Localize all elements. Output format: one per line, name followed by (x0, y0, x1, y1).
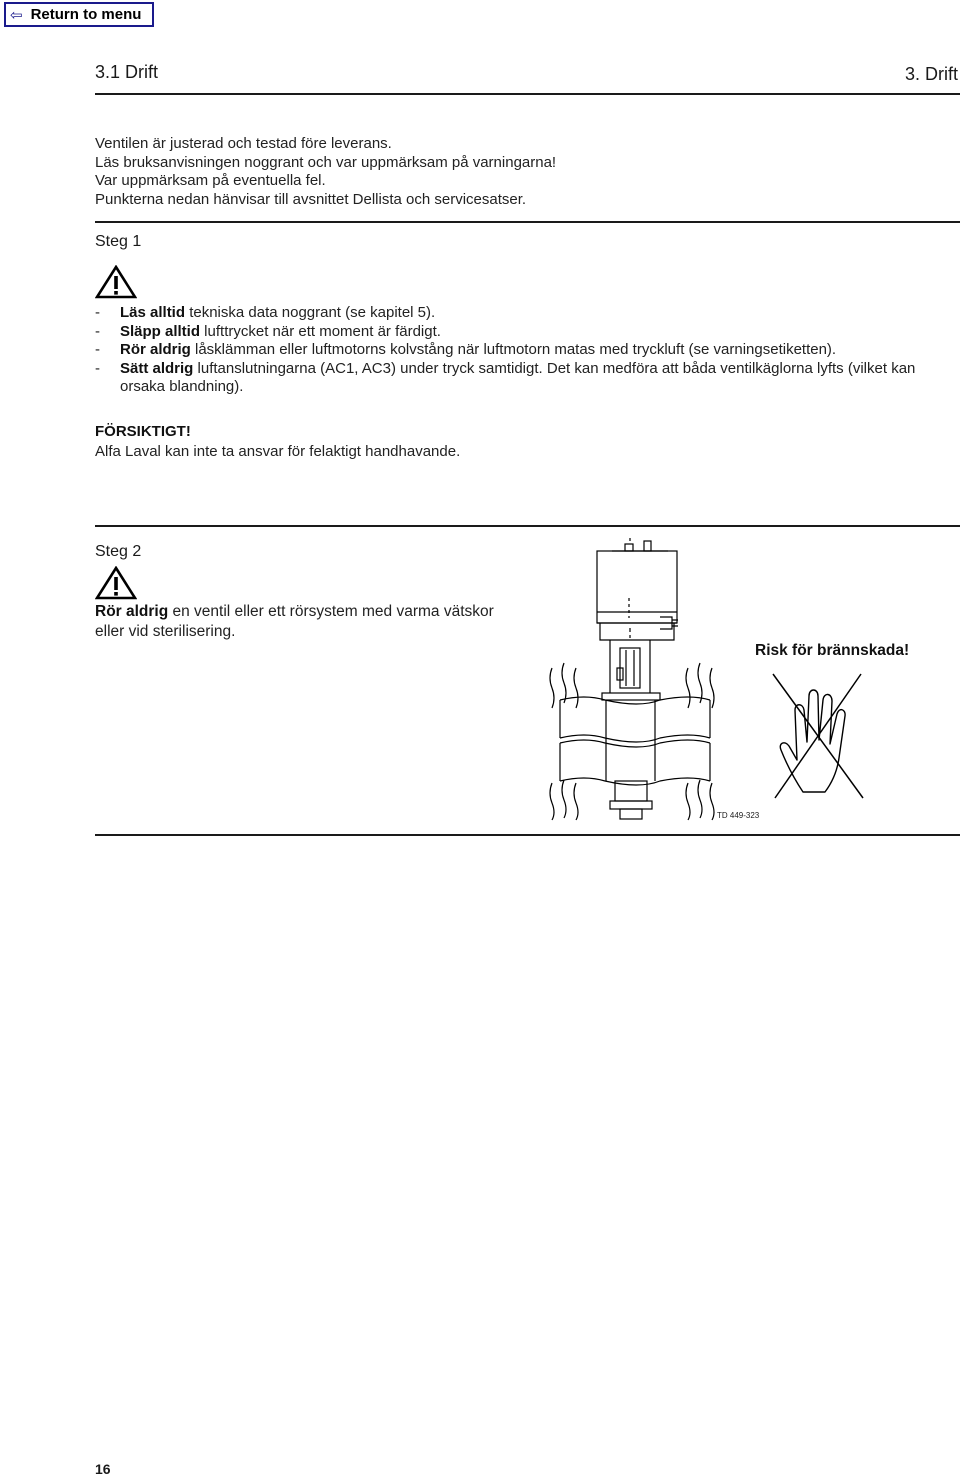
intro-line: Punkterna nedan hänvisar till avsnittet Dellista och servicesatser. (95, 190, 527, 208)
burn-risk-label: Risk för brännskada! (755, 642, 910, 659)
step-divider (95, 525, 960, 527)
list-item: - Släpp alltid lufttrycket när ett moment är färdigt. (95, 322, 441, 340)
intro-line: Läs bruksanvisningen noggrant och var uppmärksam på varningarna! (95, 153, 557, 171)
list-item: - Läs alltid tekniska data noggrant (se kapitel 5). (95, 304, 436, 321)
warning-triangle-icon (95, 566, 137, 600)
intro-line: Var uppmärksam på eventuella fel. (95, 172, 326, 189)
return-to-menu-label: Return to menu (30, 6, 142, 23)
valve-pipe-drawing (540, 538, 770, 823)
intro-line: Ventilen är justerad och testad före leverans. (95, 135, 392, 152)
header-divider (95, 93, 960, 95)
warning-triangle-icon (95, 265, 137, 299)
step2-divider (95, 834, 960, 836)
section-title: 3.1 Drift (95, 62, 159, 82)
intro-divider (95, 221, 960, 223)
chapter-title: 3. Drift (904, 64, 958, 84)
drawing-code: TD 449-323 (717, 811, 760, 820)
list-item: - Rör aldrig låsklämman eller luftmotorns kolvstång när luftmotorn matas med tryckluft (se varningsetiketten). (95, 341, 837, 358)
intro-text (95, 135, 955, 209)
caution-title: FÖRSIKTIGT! (95, 423, 191, 440)
step1-title: Steg 1 (95, 233, 142, 250)
step2-text: Rör aldrig en ventil eller ett rörsystem med varma vätskor eller vid sterilisering. (95, 603, 494, 640)
list-item: - Sätt aldrig luftanslutningarna (AC1, AC3) under tryck samtidigt. Det kan medföra att båda ventilkäglorna lyfts (vilket kan orsaka blandning). (95, 359, 916, 395)
step1-bullet-list (95, 304, 955, 397)
caution-text: Alfa Laval kan inte ta ansvar för felaktigt handhavande. (95, 443, 461, 460)
page-number: 16 (95, 1461, 111, 1477)
return-to-menu-button[interactable] (4, 2, 154, 27)
step2-title: Steg 2 (95, 543, 142, 560)
left-arrow-icon: ⇦ (10, 6, 23, 24)
crossed-out-hand-icon (765, 670, 870, 805)
